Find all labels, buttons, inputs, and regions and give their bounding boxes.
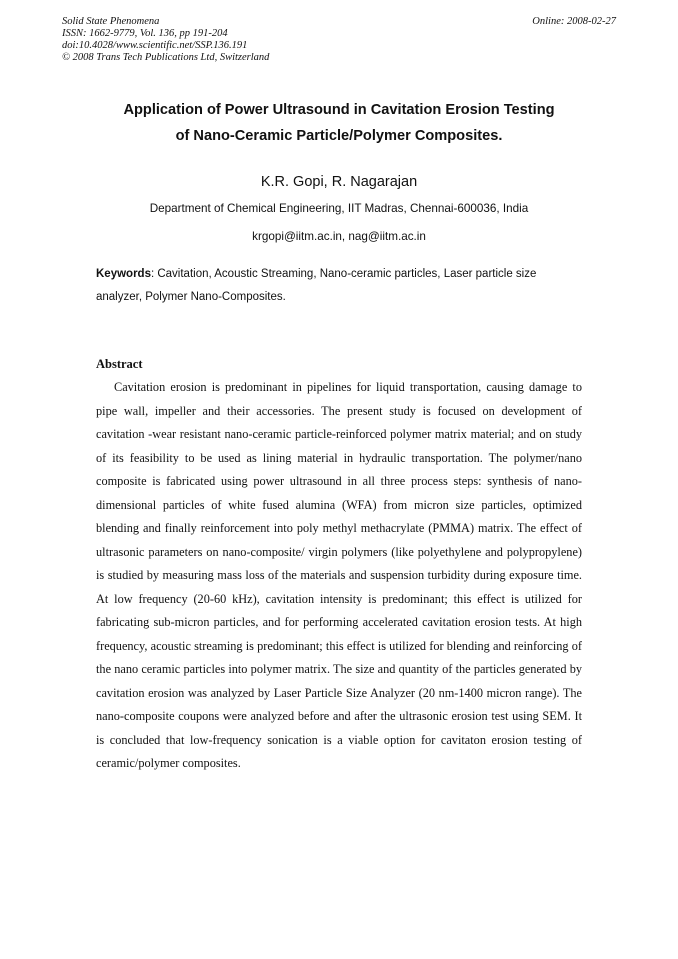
- journal-doi: doi:10.4028/www.scientific.net/SSP.136.191: [62, 40, 248, 51]
- keywords-text: : Cavitation, Acoustic Streaming, Nano-ceramic particles, Laser particle size analyzer, Polymer Nano-Composites.: [96, 268, 537, 303]
- author-affiliation: Department of Chemical Engineering, IIT Madras, Chennai-600036, India: [149, 202, 529, 215]
- journal-header: [62, 16, 462, 64]
- title-line-1: Application of Power Ultrasound in Cavitation Erosion Testing: [123, 102, 555, 118]
- keywords: [96, 263, 582, 309]
- paper-title: [62, 97, 616, 149]
- paper-authors: K.R. Gopi, R. Nagarajan: [260, 174, 418, 190]
- journal-name: Solid State Phenomena: [62, 16, 160, 27]
- journal-issn: ISSN: 1662-9779, Vol. 136, pp 191-204: [62, 28, 228, 39]
- abstract-heading: Abstract: [96, 357, 143, 371]
- keywords-label: Keywords: [96, 268, 151, 280]
- abstract-body: Cavitation erosion is predominant in pipelines for liquid transportation, causing damage to pipe wall, impeller and their accessories. The present study is focused on development of cavitation -wear resistant nano-ceramic particle-reinforced polymer matrix material; and on study of its feasibility to be used as lining material in hydraulic transportation. The polymer/nano composite is fabricated using power ultrasound in all three process steps: synthesis of nano-dimensional particles of white fused alumina (WFA) from micron size particles, optimized blending and finally reinforcement into poly methyl methacrylate (PMMA) matrix. The effect of ultrasonic parameters on nano-composite/ virgin polymers (like polyethylene and polypropylene) is studied by measuring mass loss of the materials and suspension turbidity during exposure time. At low frequency (20-60 kHz), cavitation intensity is predominant; this effect is utilized for fabricating sub-micron particles, and for performing accelerated cavitation erosion tests. At high frequency, acoustic streaming is predominant; this effect is utilized for blending and reinforcing of the nano ceramic particles into polymer matrix. The size and quantity of the particles generated by cavitation erosion was analyzed by Laser Particle Size Analyzer (20 nm-1400 micron range). The nano-composite coupons were analyzed before and after the ultrasonic erosion test using SEM. It is concluded that low-frequency sonication is a viable option for cavitaton erosion testing of ceramic/polymer composites.: [96, 380, 582, 770]
- journal-copyright: © 2008 Trans Tech Publications Ltd, Switzerland: [62, 52, 270, 63]
- online-date: Online: 2008-02-27: [532, 16, 616, 27]
- title-line-2: of Nano-Ceramic Particle/Polymer Composites.: [175, 128, 503, 144]
- author-emails: krgopi@iitm.ac.in, nag@iitm.ac.in: [252, 230, 426, 243]
